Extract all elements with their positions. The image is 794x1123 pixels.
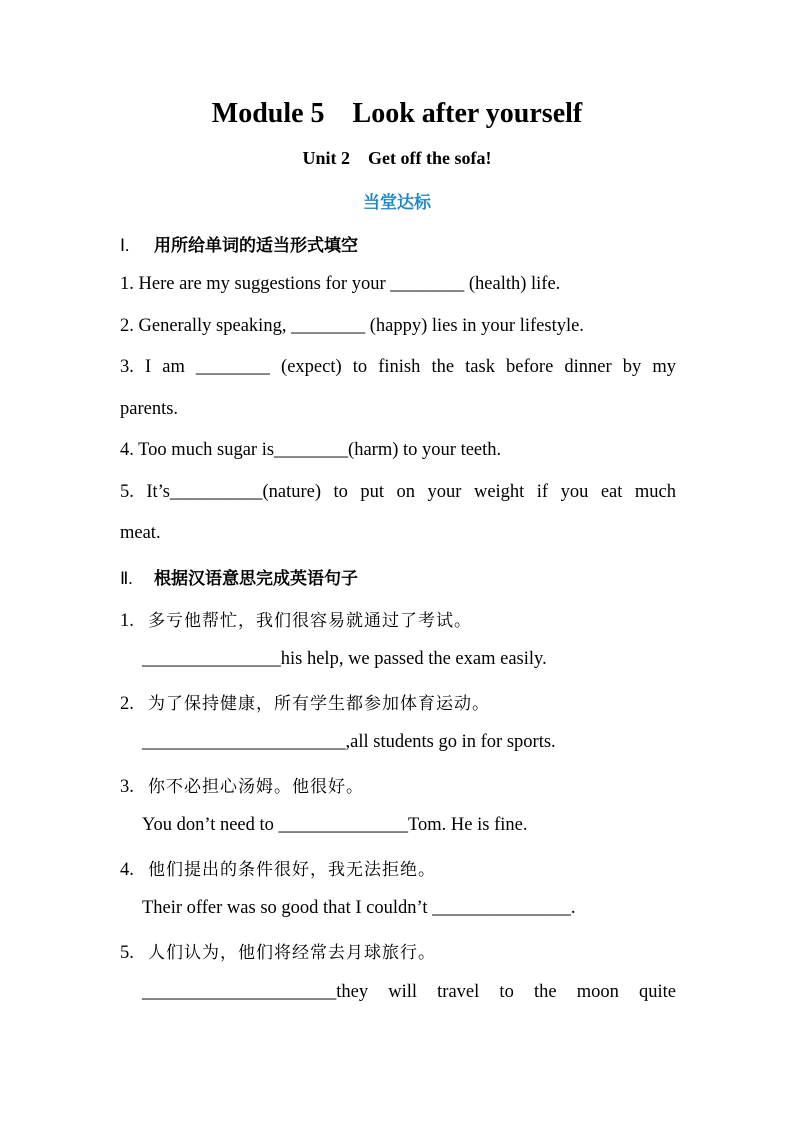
exercise-line: 4. Too much sugar is________(harm) to your teeth. <box>120 440 502 460</box>
part1-instruction: 用所给单词的适当形式填空 <box>154 236 358 256</box>
chinese-sentence: 你不必担心汤姆。他很好。 <box>148 777 364 797</box>
answer-line: _______________his help, we passed the exam easily. <box>142 649 547 669</box>
chinese-sentence: 多亏他帮忙，我们很容易就通过了考试。 <box>148 611 472 631</box>
module-title: Module 5 Look after yourself <box>211 98 583 129</box>
translation-prompt <box>120 772 364 798</box>
translation-prompt <box>120 606 472 632</box>
item-number: 5. <box>120 943 134 963</box>
translation-prompt <box>120 938 436 964</box>
chinese-sentence: 他们提出的条件很好，我无法拒绝。 <box>148 860 436 880</box>
part1-heading <box>120 231 358 256</box>
chinese-sentence: 人们认为，他们将经常去月球旅行。 <box>148 943 436 963</box>
answer-line: ______________________,all students go in for sports. <box>142 732 556 752</box>
section-tag: 当堂达标 <box>363 193 431 213</box>
item-number: 2. <box>120 694 134 714</box>
translation-prompt <box>120 855 436 881</box>
part2-heading <box>120 564 358 589</box>
item-number: 1. <box>120 611 134 631</box>
part1-roman: Ⅰ. <box>120 236 130 255</box>
item-number: 3. <box>120 777 134 797</box>
translation-prompt <box>120 689 490 715</box>
exercise-line: 5. It’s__________(nature) to put on your weight if you eat much <box>120 482 676 502</box>
answer-line: Their offer was so good that I couldn’t _______________. <box>142 898 576 918</box>
exercise-line: 1. Here are my suggestions for your ________ (health) life. <box>120 274 561 294</box>
exercise-line: 2. Generally speaking, ________ (happy) lies in your lifestyle. <box>120 316 584 336</box>
chinese-sentence: 为了保持健康，所有学生都参加体育运动。 <box>148 694 490 714</box>
part2-instruction: 根据汉语意思完成英语句子 <box>154 569 358 589</box>
part2-roman: Ⅱ. <box>120 569 133 588</box>
exercise-line: 3. I am ________ (expect) to finish the task before dinner by my <box>120 357 676 377</box>
exercise-line: meat. <box>120 523 161 543</box>
exercise-line: parents. <box>120 399 179 419</box>
unit-subtitle: Unit 2 Get off the sofa! <box>302 148 492 168</box>
answer-line: You don’t need to ______________Tom. He is fine. <box>142 815 528 835</box>
item-number: 4. <box>120 860 134 880</box>
answer-line: _____________________they will travel to the moon quite <box>142 982 676 1002</box>
